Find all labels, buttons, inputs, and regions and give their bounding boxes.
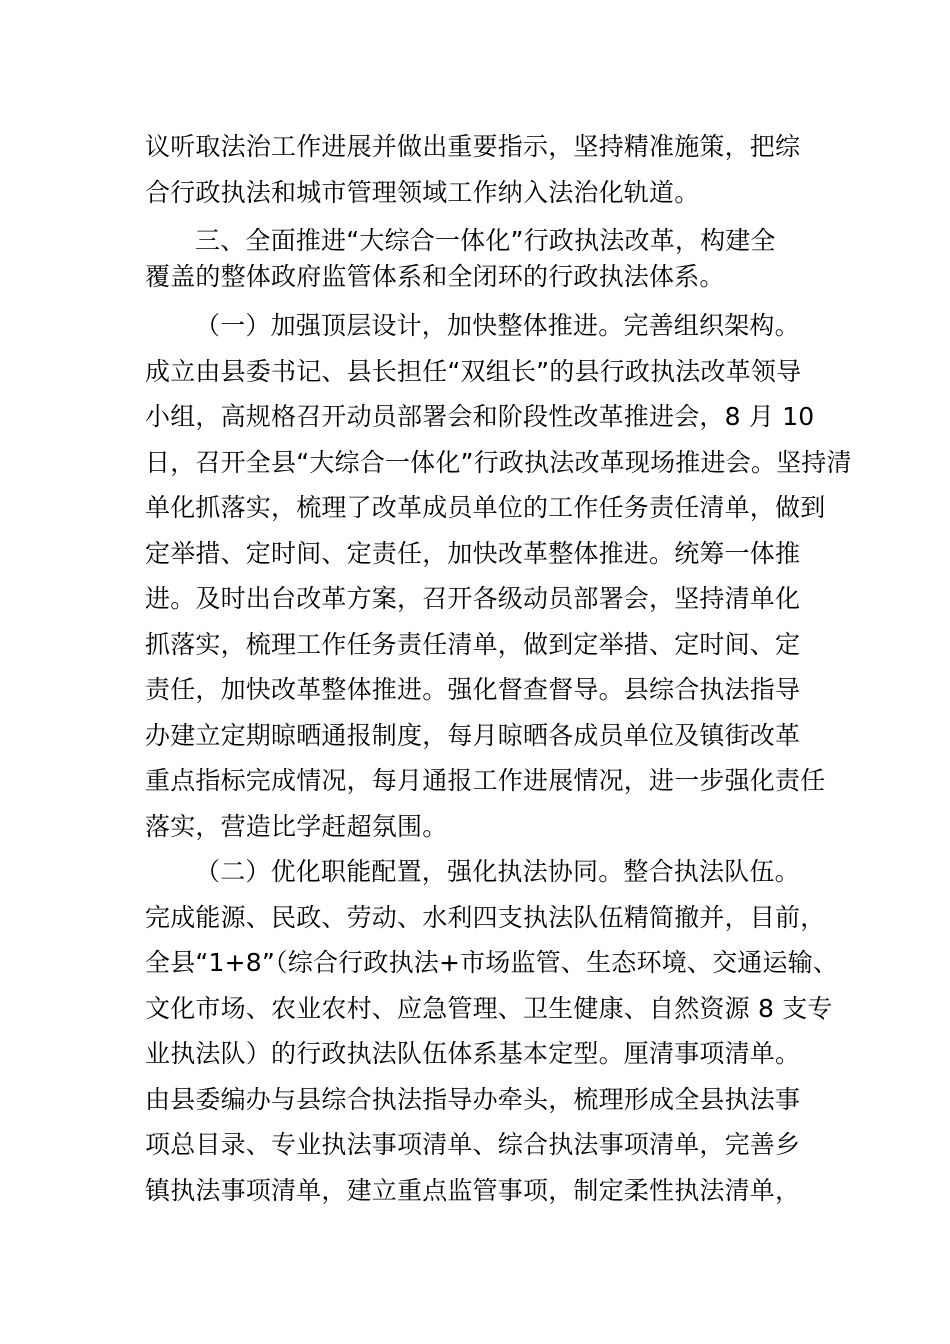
text-line: 抓落实，梳理工作任务责任清单，做到定举措、定时间、定	[145, 629, 801, 659]
paragraph-3	[145, 303, 852, 849]
paragraph-2-heading	[145, 223, 825, 295]
text-line: 小组，高规格召开动员部署会和阶段性改革推进会，8 月 10	[145, 402, 815, 431]
text-line: （二）优化职能配置，强化执法协同。整合执法队伍。	[195, 857, 800, 886]
paragraph-1	[145, 124, 825, 215]
text-line: 单化抓落实，梳理了改革成员单位的工作任务责任清单，做到	[145, 493, 826, 522]
heading-line: 覆盖的整体政府监管体系和全闭环的行政执法体系。	[145, 262, 725, 291]
text-line: 由县委编办与县综合执法指导办牵头，梳理形成全县执法事	[145, 1084, 801, 1114]
text-line: 日，召开全县“大综合一体化”行政执法改革现场推进会。坚持清	[145, 447, 852, 477]
heading-line: 三、全面推进“大综合一体化”行政执法改革，构建全	[195, 226, 776, 255]
text-line: 项总目录、专业执法事项清单、综合执法事项清单，完善乡	[145, 1130, 801, 1159]
text-line: 合行政执法和城市管理领域工作纳入法治化轨道。	[145, 177, 700, 207]
text-line: 进。及时出台改革方案，召开各级动员部署会，坚持清单化	[145, 584, 801, 613]
text-line: 责任，加快改革整体推进。强化督查督导。县综合执法指导	[145, 675, 801, 704]
document-body	[145, 124, 852, 1213]
text-line: 落实，营造比学赶超氛围。	[145, 811, 448, 841]
text-line: 办建立定期晾晒通报制度，每月晾晒各成员单位及镇街改革	[145, 720, 801, 750]
text-line: 重点指标完成情况，每月通报工作进展情况，进一步强化责任	[145, 766, 826, 795]
text-line: 成立由县委书记、县长担任“双组长”的县行政执法改革领导	[145, 356, 802, 386]
text-line: 完成能源、民政、劳动、水利四支执法队伍精简撤并，目前，	[145, 902, 826, 932]
text-line: 定举措、定时间、定责任，加快改革整体推进。统筹一体推	[145, 538, 801, 568]
paragraph-4	[145, 849, 839, 1213]
text-line: （一）加强顶层设计，加快整体推进。完善组织架构。	[195, 311, 800, 340]
text-line: 镇执法事项清单，建立重点监管事项，制定柔性执法清单，	[145, 1175, 801, 1205]
text-line: 业执法队）的行政执法队伍体系基本定型。厘清事项清单。	[145, 1039, 801, 1068]
text-line: 全县“1+8”（综合行政执法+市场监管、生态环境、交通运输、	[145, 948, 839, 977]
text-line: 议听取法治工作进展并做出重要指示，坚持精准施策，把综	[145, 132, 801, 161]
text-line: 文化市场、农业农村、应急管理、卫生健康、自然资源 8 支专	[145, 993, 833, 1023]
